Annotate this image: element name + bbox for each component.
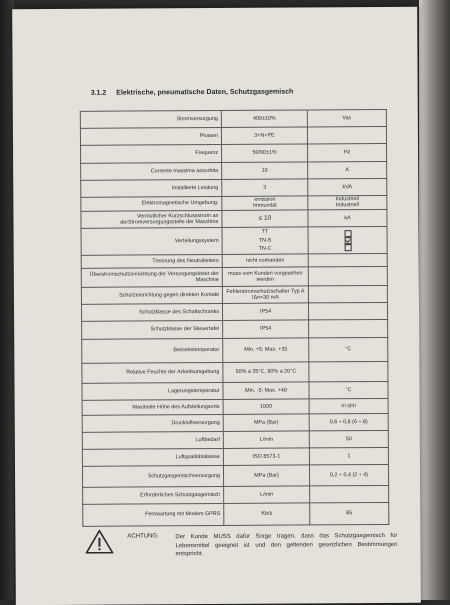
row-unit bbox=[308, 195, 387, 209]
row-label: Fernwartung mit Modem GPRS bbox=[83, 503, 224, 526]
document-page bbox=[12, 7, 421, 605]
row-label: Erforderliches Schutzgasgemisch bbox=[83, 486, 224, 504]
row-value: Kb/s bbox=[224, 502, 310, 525]
warning-text: Der Kunde MUSS dafür Sorge tragen, dass das Schutzgasgemisch für Lebensmittel geeignet ist und den geltenden gesetzlichen Bestimmungen entspricht. bbox=[175, 532, 398, 558]
row-unit bbox=[308, 254, 387, 267]
row-label: Corrente massima assorbita bbox=[81, 162, 222, 180]
table-row bbox=[81, 209, 387, 228]
row-value: ≤ 10 bbox=[222, 210, 308, 228]
row-value bbox=[222, 196, 308, 211]
row-value: 50% a 35°C, 90% a 20°C bbox=[223, 361, 309, 382]
row-value: 10 bbox=[222, 162, 308, 180]
table-row bbox=[81, 286, 387, 305]
row-unit: °C bbox=[309, 337, 388, 361]
row-value: muss vom Kunden vorgesehen werden bbox=[222, 267, 308, 287]
row-label: Installierte Leistung bbox=[81, 179, 222, 197]
table-row bbox=[82, 320, 388, 339]
row-unit: kA bbox=[308, 209, 387, 227]
row-label: Luftqualitätsklasse bbox=[82, 448, 223, 466]
row-unit: A bbox=[308, 161, 387, 179]
row-unit bbox=[308, 303, 387, 321]
row-value: Fehlerstromschutzschalter Typ A IΔn=30 mA bbox=[222, 286, 308, 304]
section-title: Elektrische, pneumatische Daten, Schutzgasgemisch bbox=[116, 88, 294, 97]
row-value: 3 bbox=[222, 179, 308, 197]
row-value: IP54 bbox=[223, 320, 309, 338]
row-label: Betriebstemperatur bbox=[82, 338, 223, 363]
row-value: nicht vorhanden bbox=[222, 254, 308, 268]
checkbox-tt[interactable] bbox=[344, 230, 351, 237]
system-tn-c: TN-C bbox=[258, 246, 272, 253]
table-row bbox=[82, 381, 388, 400]
table-row bbox=[81, 161, 387, 180]
row-value: MPa (Bar) bbox=[223, 464, 309, 486]
row-unit: 85 bbox=[310, 502, 389, 524]
row-label: Schutzklasse der Steuertafel bbox=[82, 321, 223, 339]
row-label: Druckluftversorgung bbox=[82, 414, 223, 432]
row-unit: °C bbox=[309, 381, 388, 398]
emission-value: emission bbox=[254, 196, 276, 203]
row-value: 50/60±1% bbox=[222, 144, 308, 162]
row-value: Min. -5; Max. +40 bbox=[223, 381, 309, 399]
table-row bbox=[81, 195, 387, 211]
table-row bbox=[83, 502, 389, 526]
spec-table bbox=[80, 109, 390, 526]
row-label: Maximale Höhe des Aufstellungsorts bbox=[82, 399, 223, 415]
row-unit: m slm bbox=[309, 398, 388, 413]
table-row bbox=[82, 361, 388, 383]
emission-unit: Industriell bbox=[335, 196, 359, 203]
row-value: Min. +5; Max. +35 bbox=[223, 337, 309, 362]
section-number: 3.1.2 bbox=[90, 89, 107, 97]
checkbox-tn-s[interactable] bbox=[344, 237, 351, 244]
row-value: L/min bbox=[224, 485, 310, 503]
table-row bbox=[83, 485, 389, 504]
table-row bbox=[81, 144, 387, 163]
system-tn-s: TN-S bbox=[258, 237, 272, 244]
row-unit bbox=[309, 320, 388, 338]
row-label: Relative Feuchte der Arbeitsumgebung bbox=[82, 362, 223, 383]
row-unit bbox=[310, 485, 389, 502]
row-value: 400±10% bbox=[221, 110, 307, 128]
row-unit: 50 bbox=[309, 430, 388, 447]
row-label: Vermutlicher Kurzschlussstrom an derStromversorgungsstelle der Maschine bbox=[81, 210, 222, 228]
row-unit: kVA bbox=[308, 178, 387, 196]
table-row bbox=[82, 464, 388, 487]
row-value: 1000 bbox=[223, 398, 309, 414]
table-row bbox=[80, 109, 386, 128]
row-label: Überstromschutzeinrichtung der Versorgungsleiter der Maschine bbox=[81, 268, 222, 288]
row-unit: 0,6 ÷ 0,8 (6 ÷ 8) bbox=[309, 413, 388, 430]
row-label: Schutzeinrichtung gegen direkten Kontakt bbox=[81, 287, 222, 305]
table-row bbox=[81, 227, 387, 256]
table-row bbox=[81, 267, 387, 288]
table-row bbox=[82, 447, 388, 466]
immunity-value: Immunität bbox=[253, 203, 277, 210]
row-unit: Vac bbox=[307, 109, 386, 127]
table-row bbox=[81, 178, 387, 197]
table-row bbox=[81, 303, 387, 322]
row-unit: Hz bbox=[308, 144, 387, 162]
row-unit: 0,2 ÷ 0,4 (2 ÷ 4) bbox=[309, 464, 388, 485]
row-unit bbox=[309, 361, 388, 381]
row-value: ISO 8573-1 bbox=[223, 447, 309, 465]
row-value: 3+N+PE bbox=[221, 127, 307, 145]
row-label: Lagerungstemperatur bbox=[82, 382, 223, 400]
row-value: L/min bbox=[223, 430, 309, 448]
row-unit bbox=[308, 227, 387, 254]
row-label: Trennung des Neutralleiters bbox=[81, 255, 222, 269]
row-unit bbox=[307, 127, 386, 145]
row-label: Luftbedarf bbox=[82, 431, 223, 449]
row-value bbox=[222, 227, 308, 255]
checkbox-tn-c[interactable] bbox=[344, 244, 351, 251]
row-unit bbox=[308, 267, 387, 286]
row-label: Schutzgasgemischversorgung bbox=[82, 465, 223, 487]
row-label: Verteilungssystem bbox=[81, 228, 222, 256]
table-row bbox=[82, 430, 388, 449]
row-label: Schutzklasse des Schaltschranks bbox=[81, 304, 222, 322]
row-label: Stromversorgung bbox=[80, 110, 221, 128]
table-row bbox=[82, 413, 388, 432]
warning-label: ACHTUNG: bbox=[127, 533, 159, 540]
row-value: IP54 bbox=[222, 303, 308, 321]
immunity-unit: Industriell bbox=[335, 202, 359, 209]
row-value: MPa (Bar) bbox=[223, 413, 309, 431]
page-edge bbox=[419, 0, 450, 600]
row-unit bbox=[308, 286, 387, 303]
row-label: Phasen bbox=[80, 128, 221, 146]
warning-triangle-icon bbox=[85, 530, 113, 554]
table-row bbox=[80, 127, 386, 146]
section-heading bbox=[91, 89, 294, 97]
table-row bbox=[82, 337, 388, 363]
system-tt: TT bbox=[261, 229, 269, 236]
row-label: Frequenz bbox=[81, 145, 222, 163]
row-unit: 1 bbox=[309, 447, 388, 464]
row-label: Elektromagnetische Umgebung: bbox=[81, 196, 222, 211]
